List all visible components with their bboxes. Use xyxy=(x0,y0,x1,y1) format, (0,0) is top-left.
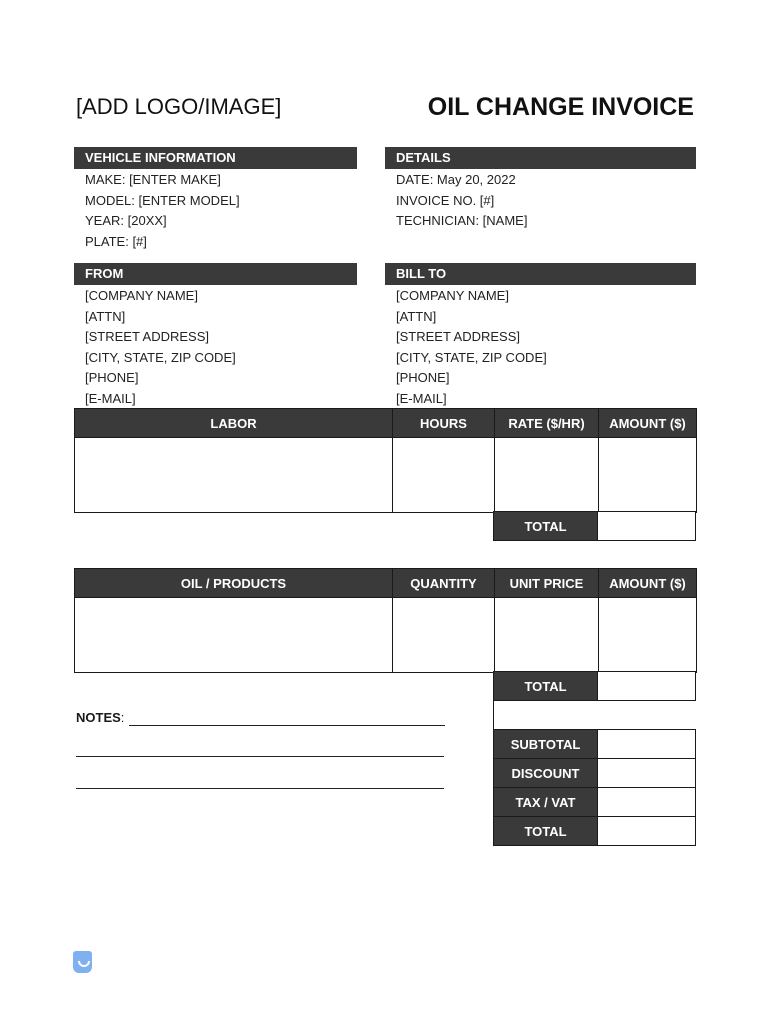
products-column-header: OIL / PRODUCTS xyxy=(75,569,393,598)
vehicle-plate[interactable]: PLATE: [#] xyxy=(85,233,147,249)
labor-total-value[interactable] xyxy=(598,512,696,541)
details-section xyxy=(385,147,696,232)
subtotal-value[interactable] xyxy=(598,730,696,759)
table-row xyxy=(75,598,697,673)
subtotal-label: SUBTOTAL xyxy=(494,730,598,759)
notes-section xyxy=(76,710,124,725)
vehicle-model[interactable]: MODEL: [ENTER MODEL] xyxy=(85,192,240,208)
from-heading: FROM xyxy=(74,263,357,285)
invoice-number[interactable]: INVOICE NO. [#] xyxy=(396,192,495,208)
bill-to-phone[interactable]: [PHONE] xyxy=(396,370,450,385)
from-street-address[interactable]: [STREET ADDRESS] xyxy=(85,329,210,344)
technician-name[interactable]: TECHNICIAN: [NAME] xyxy=(396,213,528,228)
details-heading: DETAILS xyxy=(385,147,696,169)
summary-table xyxy=(493,729,696,846)
products-total-label: TOTAL xyxy=(494,672,598,701)
products-total-table xyxy=(493,671,696,701)
hours-column-header: HOURS xyxy=(393,409,495,438)
labor-column-header: LABOR xyxy=(75,409,393,438)
bill-to-company-name[interactable]: [COMPANY NAME] xyxy=(396,288,509,303)
bill-to-section xyxy=(385,263,696,409)
bill-to-email[interactable]: [E-MAIL] xyxy=(396,390,447,406)
bill-to-street-address[interactable]: [STREET ADDRESS] xyxy=(396,329,521,344)
labor-total-table xyxy=(493,511,696,541)
grand-total-label: TOTAL xyxy=(494,817,598,846)
grand-total-value[interactable] xyxy=(598,817,696,846)
notes-line-3[interactable] xyxy=(76,788,444,789)
invoice-date[interactable]: DATE: May 20, 2022 xyxy=(396,172,516,187)
from-attn[interactable]: [ATTN] xyxy=(85,308,126,324)
vehicle-make[interactable]: MAKE: [ENTER MAKE] xyxy=(85,172,221,187)
from-company-name[interactable]: [COMPANY NAME] xyxy=(85,288,198,303)
product-quantity-cell[interactable] xyxy=(393,598,495,673)
labor-hours-cell[interactable] xyxy=(393,438,495,513)
vehicle-information-heading: VEHICLE INFORMATION xyxy=(74,147,357,169)
vehicle-year[interactable]: YEAR: [20XX] xyxy=(85,213,167,228)
notes-line-2[interactable] xyxy=(76,756,444,757)
labor-amount-cell[interactable] xyxy=(599,438,697,513)
bill-to-heading: BILL TO xyxy=(385,263,696,285)
vehicle-information-section xyxy=(74,147,357,252)
labor-description-cell[interactable] xyxy=(75,438,393,513)
tax-label: TAX / VAT xyxy=(494,788,598,817)
invoice-title: OIL CHANGE INVOICE xyxy=(427,93,694,121)
from-city-state-zip[interactable]: [CITY, STATE, ZIP CODE] xyxy=(85,349,236,365)
labor-total-label: TOTAL xyxy=(494,512,598,541)
product-description-cell[interactable] xyxy=(75,598,393,673)
rate-column-header: RATE ($/HR) xyxy=(495,409,599,438)
product-amount-cell[interactable] xyxy=(599,598,697,673)
from-email[interactable]: [E-MAIL] xyxy=(85,390,136,406)
products-amount-column-header: AMOUNT ($) xyxy=(599,569,697,598)
app-badge-icon xyxy=(73,951,92,973)
from-phone[interactable]: [PHONE] xyxy=(85,370,139,385)
products-table xyxy=(74,568,697,673)
notes-separator: : xyxy=(120,710,125,725)
logo-placeholder: [ADD LOGO/IMAGE] xyxy=(76,94,282,119)
bill-to-attn[interactable]: [ATTN] xyxy=(396,308,437,324)
discount-value[interactable] xyxy=(598,759,696,788)
from-section xyxy=(74,263,357,409)
table-row xyxy=(75,438,697,513)
labor-amount-column-header: AMOUNT ($) xyxy=(599,409,697,438)
discount-label: DISCOUNT xyxy=(494,759,598,788)
unit-price-column-header: UNIT PRICE xyxy=(495,569,599,598)
bill-to-city-state-zip[interactable]: [CITY, STATE, ZIP CODE] xyxy=(396,349,547,365)
quantity-column-header: QUANTITY xyxy=(393,569,495,598)
labor-rate-cell[interactable] xyxy=(495,438,599,513)
notes-line-1[interactable] xyxy=(129,725,445,726)
summary-spacer xyxy=(493,700,696,729)
labor-table xyxy=(74,408,697,513)
products-total-value[interactable] xyxy=(598,672,696,701)
tax-value[interactable] xyxy=(598,788,696,817)
notes-label: NOTES xyxy=(76,710,121,725)
product-unit-price-cell[interactable] xyxy=(495,598,599,673)
